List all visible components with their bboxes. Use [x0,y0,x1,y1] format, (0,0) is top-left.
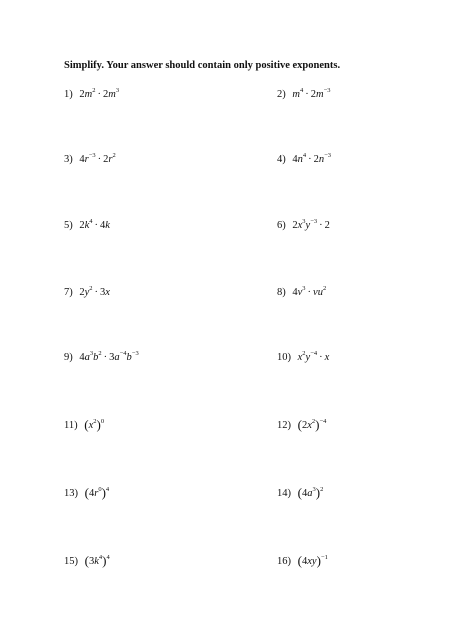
problem-6 [277,218,330,232]
problem-expression: $x^2y^{-4} \cdot x$ [297,350,330,363]
problem-expression: $4n^4 \cdot 2n^{-3}$ [292,152,332,165]
problem-number: 15) [64,556,78,567]
problem-16 [277,553,328,568]
problem-9 [64,350,139,364]
problem-number: 9) [64,352,73,363]
problem-expression: $2m^2 \cdot 2m^3$ [79,87,120,100]
problem-expression: $2y^2 \cdot 3x$ [79,285,110,298]
problem-number: 14) [277,488,291,499]
problem-number: 7) [64,287,73,298]
problem-expression: $(x^2)^0$ [84,417,105,432]
problem-number: 2) [277,89,286,100]
problem-expression: $4v^3 \cdot vu^2$ [292,285,327,298]
problem-number: 13) [64,488,78,499]
problem-expression: $m^4 \cdot 2m^{-3}$ [292,87,331,100]
problem-expression: $(4a^3)^2$ [297,485,324,500]
problem-expression: $4a^3b^2 \cdot 3a^{-4}b^{-3}$ [79,350,139,363]
problem-number: 10) [277,352,291,363]
problem-expression: $2k^4 \cdot 4k$ [79,218,110,231]
problem-number: 16) [277,556,291,567]
problem-expression: $4r^{-3} \cdot 2r^2$ [79,152,116,165]
problem-11 [64,417,105,432]
problem-number: 1) [64,89,73,100]
problem-number: 8) [277,287,286,298]
problem-4 [277,152,332,166]
problem-number: 12) [277,420,291,431]
problem-expression: $2x^3y^{-3} \cdot 2$ [292,218,330,231]
problem-1 [64,87,120,101]
problem-expression: $(2x^2)^{-4}$ [297,417,327,432]
problem-12 [277,417,327,432]
problem-number: 6) [277,220,286,231]
problem-5 [64,218,110,232]
instructions: Simplify. Your answer should contain only positive exponents. [64,60,341,71]
problem-2 [277,87,331,101]
problem-8 [277,285,327,299]
problem-7 [64,285,110,299]
problem-expression: $(4xy)^{-1}$ [297,553,328,568]
problem-number: 11) [64,420,78,431]
problem-15 [64,553,110,568]
problem-number: 5) [64,220,73,231]
problem-14 [277,485,324,500]
problem-expression: $(4r^0)^4$ [84,485,110,500]
problem-13 [64,485,110,500]
problem-number: 3) [64,154,73,165]
problem-3 [64,152,116,166]
problem-10 [277,350,330,364]
problem-expression: $(3k^4)^4$ [84,553,110,568]
problem-number: 4) [277,154,286,165]
